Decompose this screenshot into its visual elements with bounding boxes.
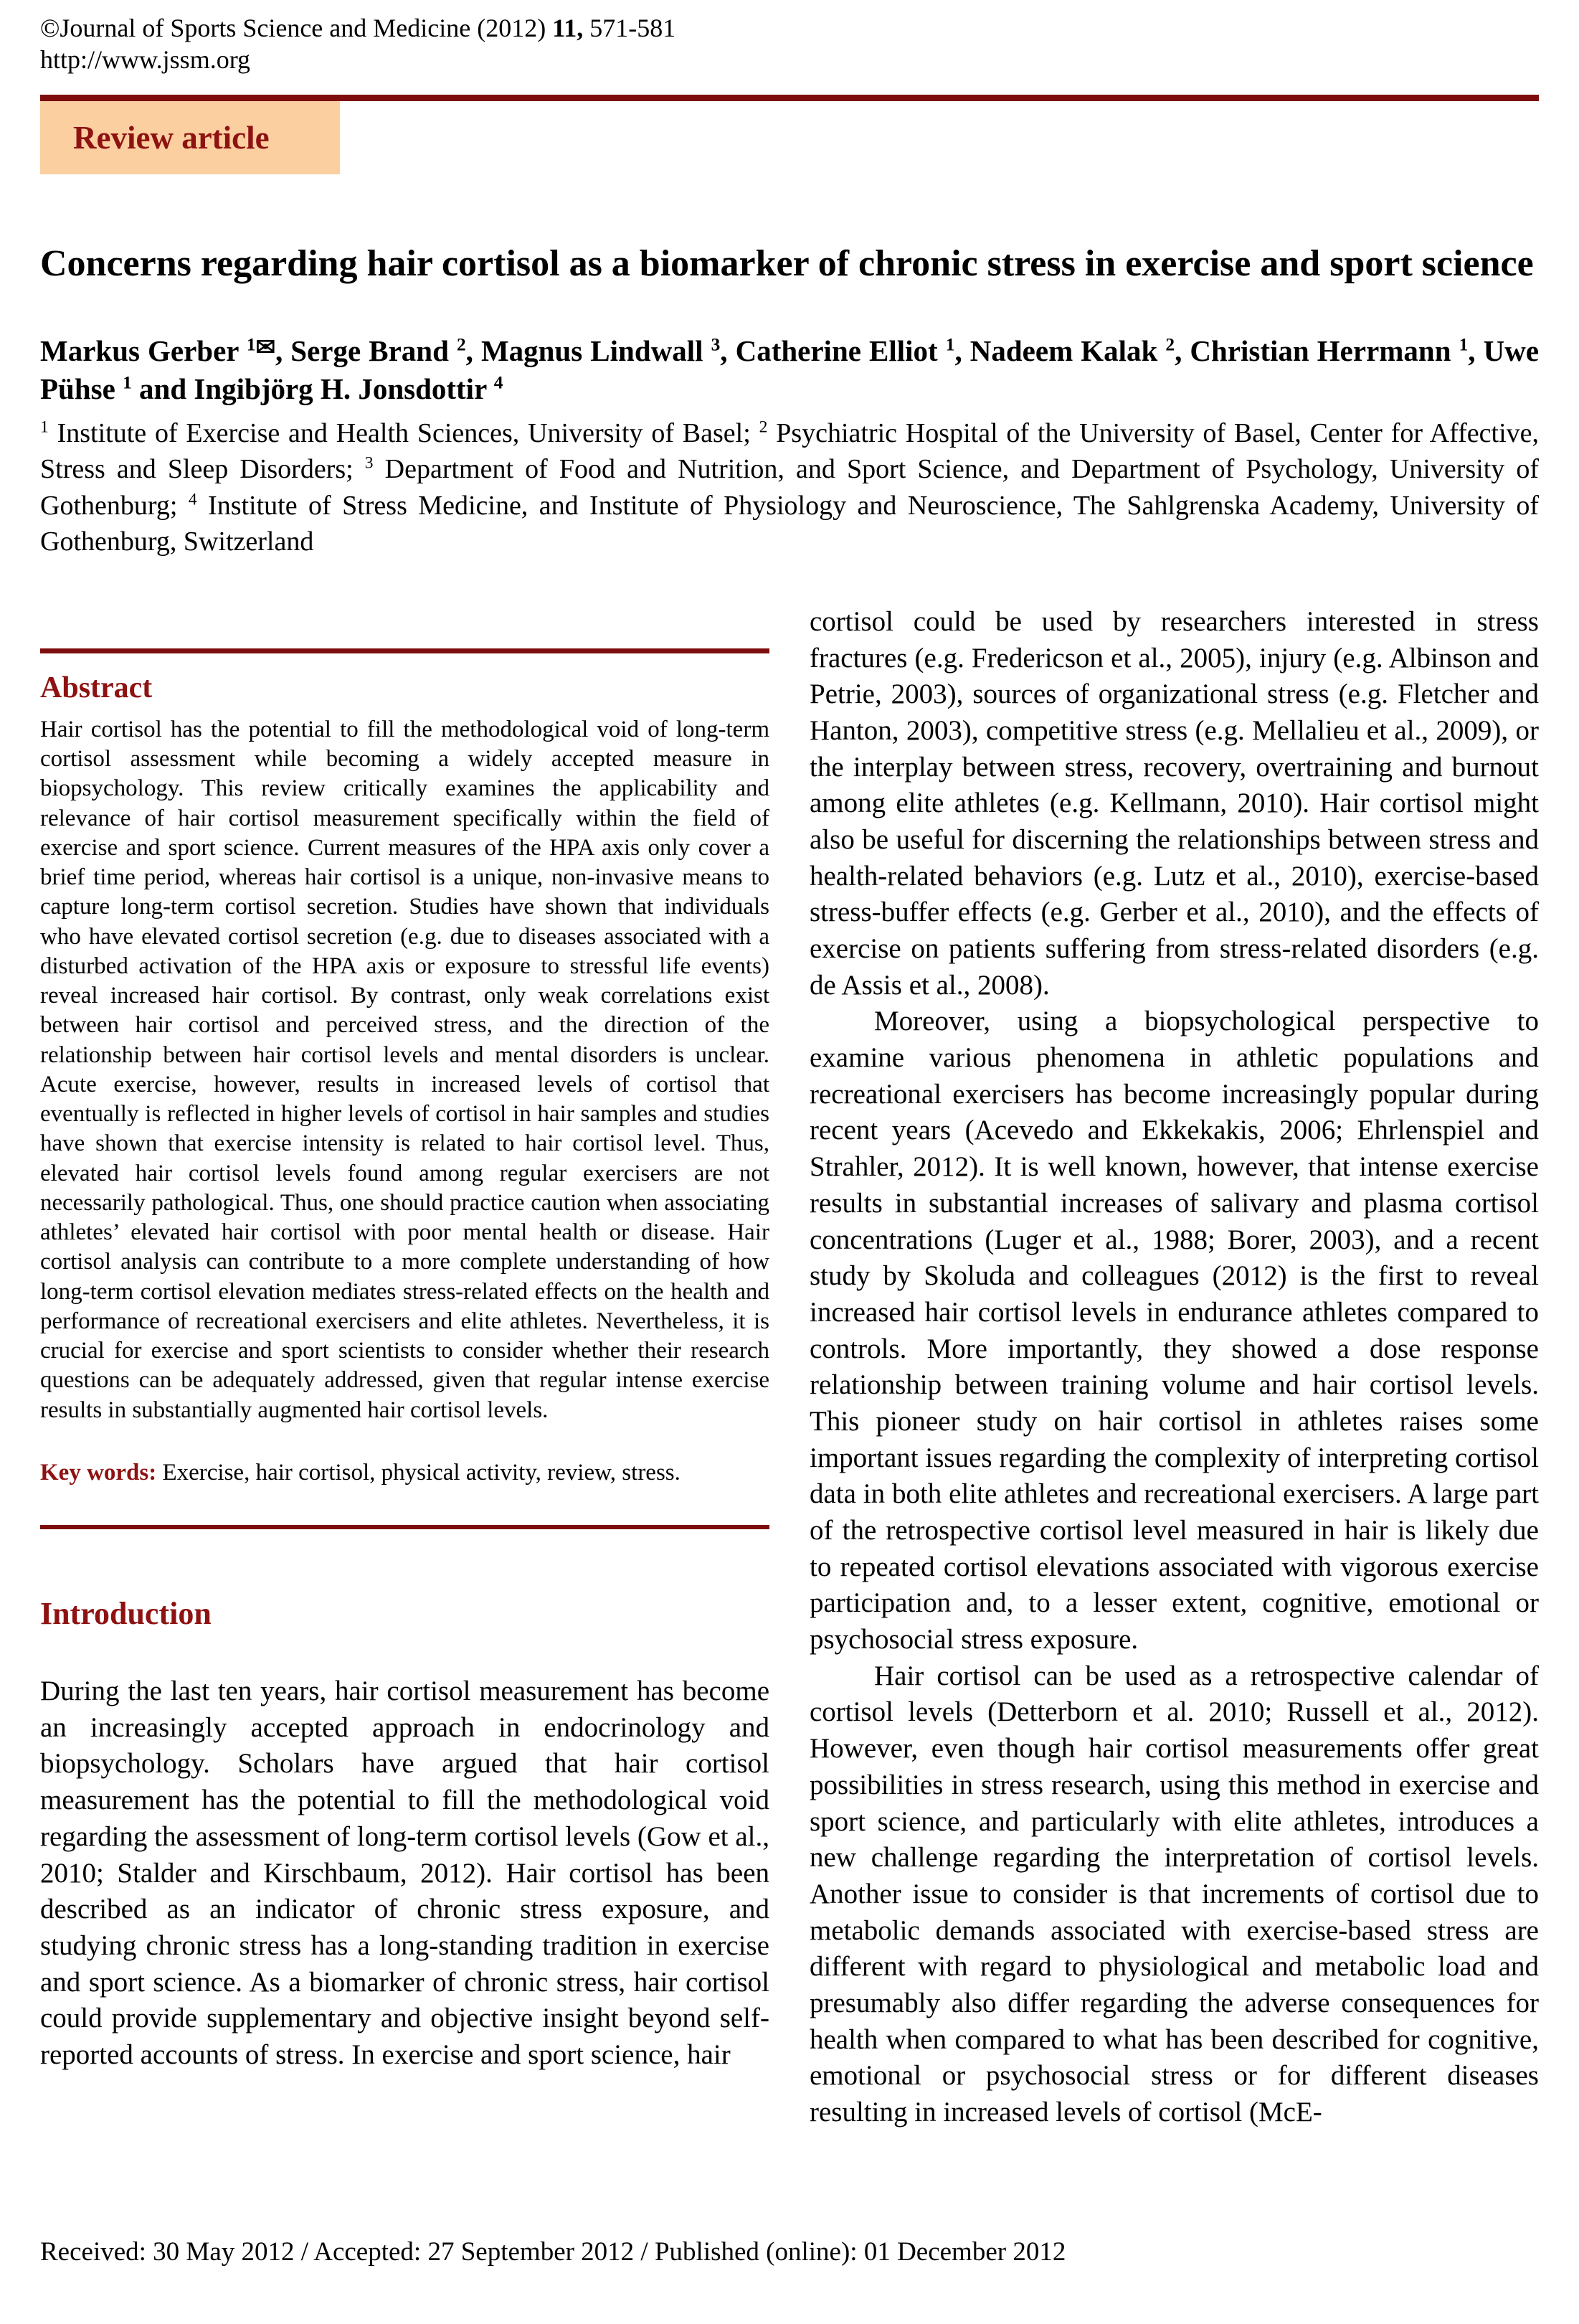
author-superscript: 2 xyxy=(456,334,466,354)
abstract-heading: Abstract xyxy=(40,671,153,704)
article-type-badge xyxy=(40,101,340,174)
author-name: , Nadeem Kalak xyxy=(954,334,1166,367)
body-paragraph: cortisol could be used by researchers interested in stress fractures (e.g. Fredericson et al., 2005), injury (e.g. Albinson and Petrie, 2003), sources of organizational stress (e.g. Fletcher and Hanton, 2003), competitive stress (e.g. Mellalieu et al., 2009), or the interplay between stress, recovery, overtraining and burnout among elite athletes (e.g. Kellmann, 2010). Hair cortisol might also be useful for discerning the relationships between stress and health-related behaviors (e.g. Lutz et al., 2010), exercise-based stress-buffer effects (e.g. Gerber et al., 2010), and the effects of exercise on patients suffering from stress-related disorders (e.g. de Assis et al., 2008). xyxy=(810,605,1539,1001)
received-accepted-published-line: Received: 30 May 2012 / Accepted: 27 September 2012 / Published (online): 01 December 2012 xyxy=(40,2237,1066,2267)
author-superscript: 1 xyxy=(123,372,132,393)
authors-line xyxy=(40,332,1539,409)
abstract-bottom-rule xyxy=(40,1525,769,1529)
abstract-text: Hair cortisol has the potential to fill the methodological void of long-term cortisol assessment while becoming a widely accepted measure in biopsychology. This review critically examines the applicability and relevance of hair cortisol measurement specifically within the field of exercise and sport science. Current measures of the HPA axis only cover a brief time period, whereas hair cortisol is a unique, non-invasive means to capture long-term cortisol secretion. Studies have shown that individuals who have elevated cortisol secretion (e.g. due to diseases associated with a disturbed activation of the HPA axis or exposure to stressful life events) reveal increased hair cortisol. By contrast, only weak correlations exist between hair cortisol and perceived stress, and the direction of the relationship between hair cortisol levels and mental disorders is unclear. Acute exercise, however, results in increased levels of cortisol that eventually is reflected in higher levels of cortisol in hair samples and studies have shown that exercise intensity is related to hair cortisol level. Thus, elevated hair cortisol levels found among regular exercisers are not necessarily pathological. Thus, one should practice caution when associating athletes’ elevated hair cortisol with poor mental health or disease. Hair cortisol analysis can contribute to a more complete understanding of how long-term cortisol elevation mediates stress-related effects on the health and performance of recreational exercisers and elite athletes. Nevertheless, it is crucial for exercise and sport scientists to consider whether their research questions can be adequately addressed, given that regular intense exercise results in substantially augmented hair cortisol levels. xyxy=(40,716,769,1423)
journal-pages: 571-581 xyxy=(583,14,676,42)
abstract-top-rule xyxy=(40,648,769,653)
author-superscript: 3 xyxy=(711,334,721,354)
envelope-icon: ✉ xyxy=(255,334,275,361)
badge-label: Review article xyxy=(73,119,270,156)
author-superscript: 1 xyxy=(1459,334,1469,354)
author-name: , Magnus Lindwall xyxy=(465,334,711,367)
journal-volume: 11, xyxy=(552,14,584,42)
author-superscript: 2 xyxy=(1165,334,1175,354)
author-name: , Uwe Pühse xyxy=(40,334,1540,405)
keywords-label: Key words: xyxy=(40,1459,157,1485)
body-paragraph: Moreover, using a biopsychological perspective to examine various phenomena in athletic populations and recreational exercisers has become increasingly popular during recent years (Acevedo and Ekkekakis, 2006; Ehrlenspiel and Strahler, 2012). It is well known, however, that intense exercise results in substantial increases of salivary and plasma cortisol concentrations (Luger et al., 1988; Borer, 2003), and a recent study by Skoluda and colleagues (2012) is the first to reveal increased hair cortisol levels in endurance athletes compared to controls. More importantly, they showed a dose response relationship between training volume and hair cortisol levels. This pioneer study on hair cortisol in athletes raises some important issues regarding the complexity of interpreting cortisol data in both elite athletes and recreational exercisers. A large part of the retrospective cortisol level measured in hair is likely due to repeated cortisol elevations associated with vigorous exercise participation and, to a lesser extent, cognitive, emotional or psychosocial stress exposure. xyxy=(810,1006,1540,1655)
header-rule xyxy=(40,95,1539,101)
page-header xyxy=(40,13,1539,76)
author-superscript: 1 xyxy=(945,334,955,354)
author-name: , Serge Brand xyxy=(275,334,457,367)
affiliation-superscript: 1 xyxy=(40,417,49,437)
author-name: , Christian Herrmann xyxy=(1175,334,1459,367)
article-title: Concerns regarding hair cortisol as a biomarker of chronic stress in exercise and sport science xyxy=(40,242,1534,284)
affiliation-superscript: 4 xyxy=(188,489,197,509)
affiliations xyxy=(40,415,1539,559)
journal-citation xyxy=(40,13,1539,44)
keywords-line xyxy=(40,1458,769,1488)
right-column xyxy=(810,604,1539,2131)
journal-url[interactable]: http://www.jssm.org xyxy=(40,44,251,74)
author-name: , Catherine Elliot xyxy=(720,334,946,367)
affiliation-text: Institute of Exercise and Health Sciences, University of Basel; xyxy=(48,418,759,449)
introduction-heading: Introduction xyxy=(40,1596,212,1632)
affiliation-text: Institute of Stress Medicine, and Institute of Physiology and Neuroscience, The Sahlgrenska Academy, University of Gothenburg, Switzerland xyxy=(40,490,1539,557)
author-superscript: 1 xyxy=(246,334,256,354)
affiliation-superscript: 2 xyxy=(759,417,768,437)
journal-citation-prefix: ©Journal of Sports Science and Medicine (2012) xyxy=(40,14,553,42)
author-name: and Ingibjörg H. Jonsdottir xyxy=(131,372,494,405)
affiliation-text: Department of Food and Nutrition, and Sport Science, and Department of Psychology, University of Gothenburg; xyxy=(40,454,1539,521)
author-name: Markus Gerber xyxy=(40,334,247,367)
body-paragraph: Hair cortisol can be used as a retrospective calendar of cortisol levels (Detterborn et al. 2010; Russell et al., 2012). However, even though hair cortisol measurements offer great possibilities in stress research, using this method in exercise and sport science, and particularly with elite athletes, introduces a new challenge regarding the interpretation of cortisol levels. Another issue to consider is that increments of cortisol due to metabolic demands associated with exercise-based stress are different with regard to physiological and metabolic load and presumably also differ regarding the adverse consequences for health when compared to what has been described for cognitive, emotional or psychosocial stress or for different diseases resulting in increased levels of cortisol (McE- xyxy=(810,1660,1539,2128)
introduction-paragraph: During the last ten years, hair cortisol measurement has become an increasingly accepted approach in endocrinology and biopsychology. Scholars have argued that hair cortisol measurement has the potential to fill the methodological void regarding the assessment of long-term cortisol levels (Gow et al., 2010; Stalder and Kirschbaum, 2012). Hair cortisol has been described as an indicator of chronic stress exposure, and studying chronic stress has a long-standing tradition in exercise and sport science. As a biomarker of chronic stress, hair cortisol could provide supplementary and objective insight beyond self-reported accounts of stress. In exercise and sport science, hair xyxy=(40,1676,769,2070)
two-column-body xyxy=(40,604,1539,2131)
keywords-text: Exercise, hair cortisol, physical activity, review, stress. xyxy=(156,1459,681,1485)
affiliation-superscript: 3 xyxy=(364,453,374,473)
author-superscript: 4 xyxy=(493,372,503,393)
affiliation-text: Psychiatric Hospital of the University of Basel, Center for Affective, Stress and Sleep Disorders; xyxy=(40,418,1539,485)
left-column xyxy=(40,604,769,2131)
